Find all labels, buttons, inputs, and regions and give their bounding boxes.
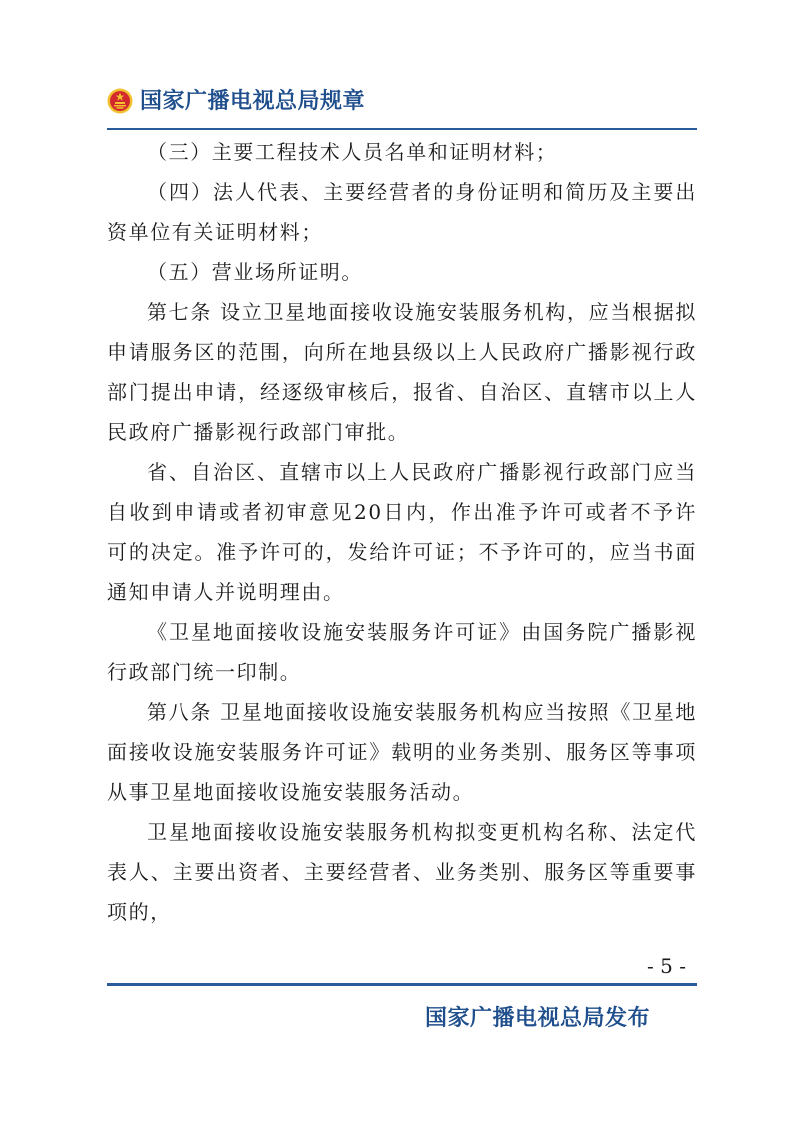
paragraph: （四）法人代表、主要经营者的身份证明和简历及主要出资单位有关证明材料；	[107, 180, 697, 244]
paragraph: 省、自治区、直辖市以上人民政府广播影视行政部门应当自收到申请或者初审意见20日内，作出准予许可或者不予许可的决定。准予许可的，发给许可证；不予许可的，应当书面通知申请人并说明理由。	[107, 460, 697, 604]
header-divider	[107, 128, 697, 130]
header-title: 国家广播电视总局规章	[140, 89, 366, 114]
document-body	[107, 132, 697, 932]
national-emblem-icon	[107, 88, 133, 114]
paragraph: （五）营业场所证明。	[147, 260, 363, 284]
article-8-paragraph: 第八条 卫星地面接收设施安装服务机构应当按照《卫星地面接收设施安装服务许可证》载明的业务类别、服务区等事项从事卫星地面接收设施安装服务活动。	[107, 700, 697, 804]
paragraph: 卫星地面接收设施安装服务机构拟变更机构名称、法定代表人、主要出资者、主要经营者、业务类别、服务区等重要事项的，	[107, 820, 697, 924]
page-number: - 5 -	[647, 954, 686, 978]
page-header	[107, 84, 697, 124]
footer-divider	[107, 983, 697, 986]
footer-publisher: 国家广播电视总局发布	[424, 1006, 650, 1031]
paragraph: （三）主要工程技术人员名单和证明材料；	[147, 140, 558, 164]
article-7-paragraph: 第七条 设立卫星地面接收设施安装服务机构，应当根据拟申请服务区的范围，向所在地县级以上人民政府广播影视行政部门提出申请，经逐级审核后，报省、自治区、直辖市以上人民政府广播影视行政部门审批。	[107, 300, 697, 444]
paragraph: 《卫星地面接收设施安装服务许可证》由国务院广播影视行政部门统一印制。	[107, 620, 697, 684]
